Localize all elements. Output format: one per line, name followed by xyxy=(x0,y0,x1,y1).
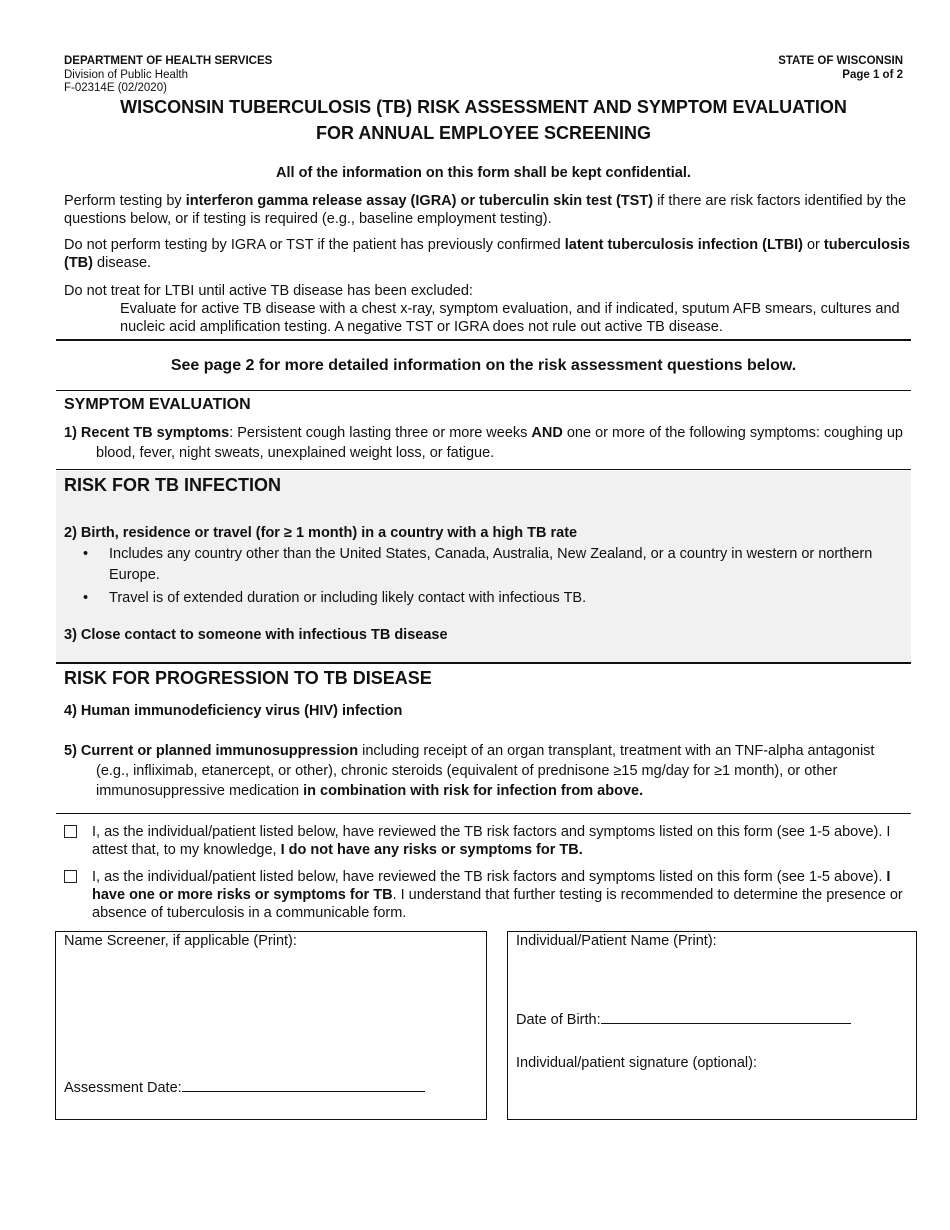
patient-name-label: Individual/Patient Name (Print): xyxy=(516,933,717,949)
title-line-1: WISCONSIN TUBERCULOSIS (TB) RISK ASSESSMENT AND SYMPTOM EVALUATION xyxy=(120,97,847,117)
intro-paragraph-1 xyxy=(64,192,914,228)
attest-2-text-end: . I understand that further testing is recommended to determine the presence or absence of tuberculosis in a communicable form. xyxy=(92,887,903,921)
dob-field[interactable] xyxy=(516,1009,851,1028)
attestation-has-risk xyxy=(64,868,904,922)
state-name: STATE OF WISCONSIN xyxy=(778,55,903,67)
patient-box xyxy=(507,931,917,1120)
question-2-bullets xyxy=(80,544,900,611)
bullet-text: Includes any country other than the United States, Canada, Australia, New Zealand, or a country in western or northern Europe. xyxy=(109,546,873,583)
q1-text-end: one or more of the following symptoms: coughing up blood, fever, night sweats, unexplained weight loss, or fatigue. xyxy=(96,425,903,461)
divider xyxy=(56,469,911,470)
q1-and: AND xyxy=(531,425,563,441)
dob-label: Date of Birth: xyxy=(516,1012,601,1028)
divider xyxy=(56,813,911,814)
screener-box xyxy=(55,931,487,1120)
intro-p2-bold-tb: tuberculosis (TB) xyxy=(64,237,911,271)
dept-name: DEPARTMENT OF HEALTH SERVICES xyxy=(64,55,273,67)
intro-p1-bold: interferon gamma release assay (IGRA) or tuberculin skin test (TST) xyxy=(185,193,654,209)
dob-line[interactable] xyxy=(601,1009,851,1024)
header-left xyxy=(64,55,272,96)
assessment-date-label: Assessment Date: xyxy=(64,1080,182,1096)
q5-label: 5) Current or planned immunosuppression xyxy=(64,743,359,759)
intro-p2-or: or xyxy=(802,237,824,253)
question-3: 3) Close contact to someone with infectious TB disease xyxy=(64,627,448,643)
has-risk-checkbox[interactable] xyxy=(64,870,77,883)
confidential-notice: All of the information on this form shall be kept confidential. xyxy=(276,165,691,181)
intro-p1-text: Perform testing by xyxy=(64,193,186,209)
progression-section-title: RISK FOR PROGRESSION TO TB DISEASE xyxy=(64,668,432,688)
intro-p2-text: Do not perform testing by IGRA or TST if the patient has previously confirmed xyxy=(64,237,565,253)
attestation-no-risk xyxy=(64,823,904,859)
divider xyxy=(56,390,911,391)
attest-2-text: I, as the individual/patient listed below, have reviewed the TB risk factors and symptoms listed on this form (see 1-5 above). xyxy=(92,869,887,885)
assessment-date-line[interactable] xyxy=(182,1077,425,1092)
list-item xyxy=(80,544,900,586)
q5-text-bold: in combination with risk for infection from above. xyxy=(303,783,644,799)
see-page-2-note: See page 2 for more detailed information on the risk assessment questions below. xyxy=(170,357,797,374)
q1-text: : Persistent cough lasting three or more weeks xyxy=(229,425,532,441)
attest-1-bold: I do not have any risks or symptoms for TB. xyxy=(280,842,583,858)
q1-label: 1) Recent TB symptoms xyxy=(64,425,230,441)
intro-p2-bold-ltbi: latent tuberculosis infection (LTBI) xyxy=(564,237,803,253)
question-5 xyxy=(64,741,904,801)
bullet-text: Travel is of extended duration or including likely contact with infectious TB. xyxy=(109,590,587,606)
assessment-date-field[interactable] xyxy=(64,1077,425,1096)
infection-section-title: RISK FOR TB INFECTION xyxy=(64,475,281,495)
form-title xyxy=(56,94,911,146)
question-2: 2) Birth, residence or travel (for ≥ 1 month) in a country with a high TB rate xyxy=(64,525,578,541)
intro-paragraph-2 xyxy=(64,236,914,272)
no-risk-checkbox[interactable] xyxy=(64,825,77,838)
intro-paragraph-3 xyxy=(64,282,914,336)
title-line-2: FOR ANNUAL EMPLOYEE SCREENING xyxy=(315,123,652,143)
bullet-icon: • xyxy=(83,590,89,606)
question-4: 4) Human immunodeficiency virus (HIV) infection xyxy=(64,703,403,719)
header-right xyxy=(778,55,903,82)
intro-p3-indent: Evaluate for active TB disease with a chest x-ray, symptom evaluation, and if indicated, sputum AFB smears, cultures and nucleic acid amplification testing. A negative TST or IGRA does not rule out active TB disease. xyxy=(120,301,900,335)
intro-p1-text-end: if there are risk factors identified by the questions below, or if testing is required (e.g., baseline employment testing). xyxy=(64,193,907,227)
bullet-icon: • xyxy=(83,546,89,562)
symptom-section-title: SYMPTOM EVALUATION xyxy=(64,396,251,413)
screener-name-label: Name Screener, if applicable (Print): xyxy=(64,933,297,949)
question-1 xyxy=(64,423,904,463)
signature-label: Individual/patient signature (optional): xyxy=(516,1055,758,1071)
divider xyxy=(56,662,911,664)
attest-1-text: I, as the individual/patient listed below, have reviewed the TB risk factors and symptoms listed on this form (see 1-5 above). I attest that, to my knowledge, xyxy=(92,824,891,858)
form-id: F-02314E (02/2020) xyxy=(64,82,167,94)
divider xyxy=(56,339,911,341)
list-item xyxy=(80,588,900,609)
page-number: Page 1 of 2 xyxy=(842,68,903,81)
attest-2-bold: I have one or more risks or symptoms for TB xyxy=(92,869,891,903)
division-name: Division of Public Health xyxy=(64,68,189,81)
intro-p2-end: disease. xyxy=(93,255,152,271)
intro-p3-text: Do not treat for LTBI until active TB disease has been excluded: xyxy=(64,283,473,299)
q5-text: including receipt of an organ transplant, treatment with an TNF-alpha antagonist (e.g., infliximab, etanercept, or other), chronic steroids (equivalent of prednisone ≥15 mg/day for ≥1 month), or other immunosuppressive medication xyxy=(96,743,875,799)
